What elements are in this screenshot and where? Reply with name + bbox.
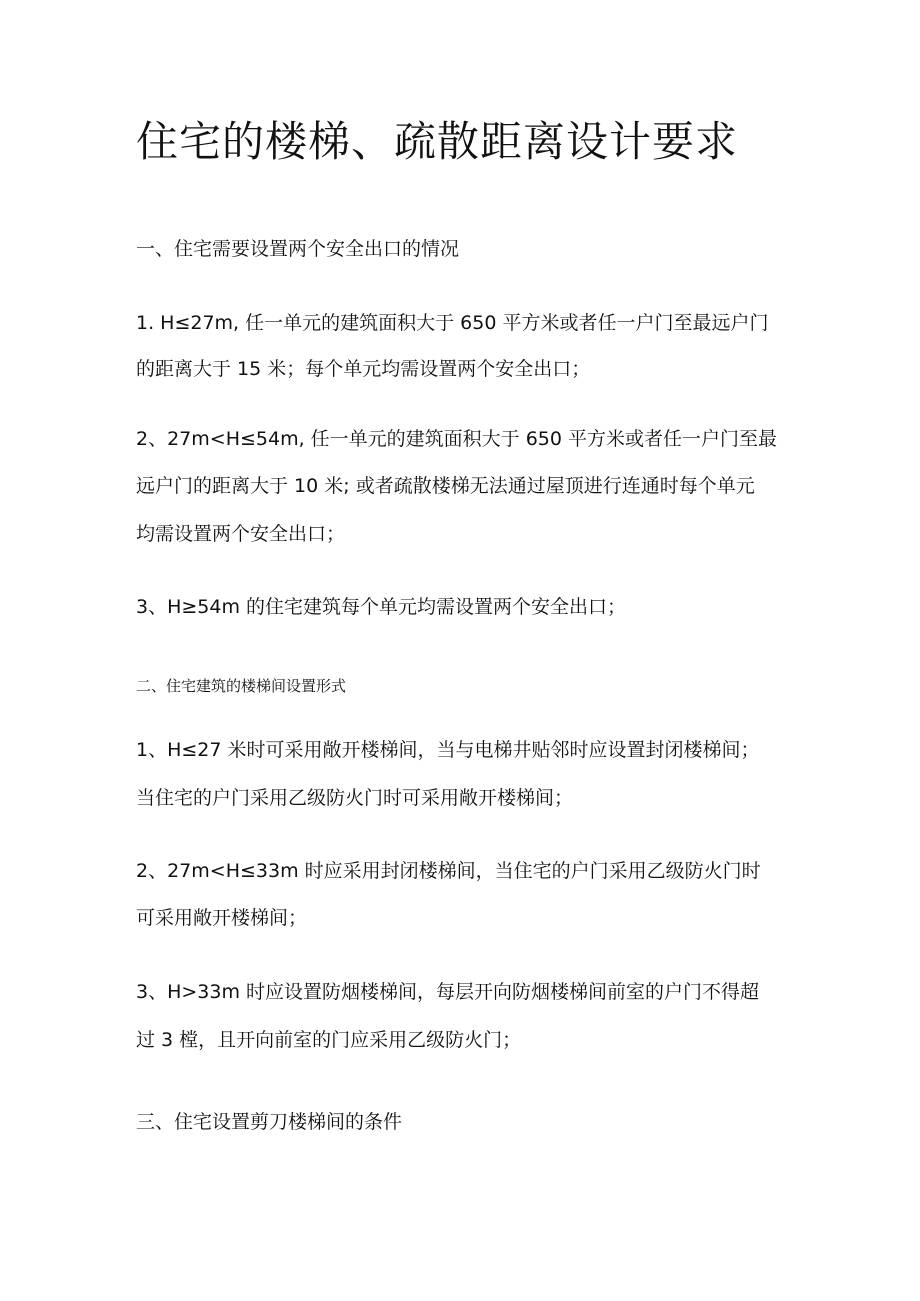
section-2-item-1-line-1: 1、H≤27 米时可采用敞开楼梯间，当与电梯井贴邻时应设置封闭楼梯间；	[136, 739, 760, 761]
section-3-heading: 三、住宅设置剪刀楼梯间的条件	[136, 1111, 403, 1133]
section-2-item-2-line-2: 可采用敞开楼梯间；	[136, 907, 308, 929]
section-1-item-3-line-1: 3、H≥54m 的住宅建筑每个单元均需设置两个安全出口；	[136, 596, 627, 618]
section-2-item-3-line-1: 3、H>33m 时应设置防烟楼梯间，每层开向防烟楼梯间前室的户门不得超	[136, 981, 760, 1003]
section-1-item-1-line-1: 1. H≤27m, 任一单元的建筑面积大于 650 平方米或者任一户门至最远户门	[136, 312, 769, 334]
section-1-heading: 一、住宅需要设置两个安全出口的情况	[136, 238, 460, 260]
section-2-item-3-line-2: 过 3 樘，且开向前室的门应采用乙级防火门；	[136, 1029, 522, 1051]
section-2-heading: 二、住宅建筑的楼梯间设置形式	[136, 677, 347, 695]
document-title: 住宅的楼梯、疏散距离设计要求	[136, 117, 739, 166]
section-2-item-2-line-1: 2、27m<H≤33m 时应采用封闭楼梯间，当住宅的户门采用乙级防火门时	[136, 860, 761, 882]
section-2-item-1-line-2: 当住宅的户门采用乙级防火门时可采用敞开楼梯间；	[136, 787, 574, 809]
section-1-item-2-line-1: 2、27m<H≤54m, 任一单元的建筑面积大于 650 平方米或者任一户门至最	[136, 428, 778, 450]
section-1-item-2-line-3: 均需设置两个安全出口；	[136, 523, 346, 545]
section-1-item-2-line-2: 远户门的距离大于 10 米; 或者疏散楼梯无法通过屋顶进行连通时每个单元	[136, 475, 755, 497]
section-1-item-1-line-2: 的距离大于 15 米；每个单元均需设置两个安全出口；	[136, 358, 591, 380]
